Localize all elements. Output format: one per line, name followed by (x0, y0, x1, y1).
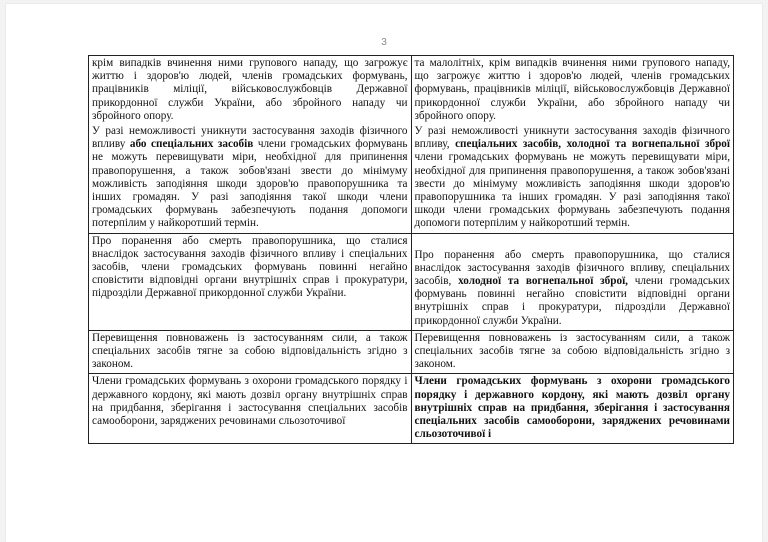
left-cell (89, 56, 412, 234)
left-paragraph-1: крім випадків вчинення ними групового нападу, що загрожує життю і здоров'ю людей, членів громадських формувань, працівників міліції, військовослужбовців Державної прикордонної служби України, або збройного нападу чи збройного опору. (92, 57, 408, 122)
right-p3-text-a: Про поранення або смерть правопорушника, що сталися внаслідок застосування заходів фізичного впливу, спеціальних засобів, (414, 248, 730, 288)
right-cell (411, 233, 734, 330)
left-paragraph-5: Члени громадських формувань з охорони громадського порядку і державного кордону, які мають дозвіл органу внутрішніх справ на придбання, зберігання і застосування спеціальних засобів самооборони, заряджених речовинами сльозоточивої (92, 375, 408, 428)
right-cell (411, 56, 734, 234)
comparison-table (88, 55, 734, 444)
right-p5-bold: Члени громадських формувань з охорони громадського порядку і державного кордону, які мають дозвіл органу внутрішніх справ на придбання, зберігання і застосування спеціальних засобів самооборони, заряджених речовинами сльозоточивої і (414, 375, 730, 441)
left-p2-bold: або спеціальних засобів (129, 138, 254, 151)
right-p2-text-c: члени громадських формувань не можуть перевищувати міри, необхідної для припинення правопорушення, а також зобов'язані звести до мінімуму можливість заподіяння шкоди здоров'ю правопорушника та інших громадян. У разі заподіяння такої шкоди члени громадських формувань забезпечують подання допомоги потерпілим у найкоротший термін. (414, 151, 730, 230)
table-row (89, 233, 734, 330)
right-cell (411, 330, 734, 374)
table-row (89, 330, 734, 374)
right-p3-text-c: члени громадських формувань повинні негайно сповістити відповідні органи внутрішніх справ і прокуратури, підрозділи Державної прикордонної служби України. (414, 275, 730, 327)
left-p2-text-a: У разі неможливості уникнути застосування заходів фізичного впливу (92, 125, 408, 151)
document-page (6, 4, 762, 542)
right-p2-text-a: У разі неможливості уникнути застосування заходів фізичного впливу, (414, 125, 730, 151)
left-p2-text-c: члени громадських формувань не можуть перевищувати міри, необхідної для припинення правопорушення, а також зобов'язані звести до мінімуму можливість заподіяння шкоди здоров'ю правопорушника та інших громадян. У разі заподіяння такої шкоди члени громадських формувань забезпечують подання допомоги потерпілим у найкоротший термін. (92, 138, 408, 230)
table-row (89, 374, 734, 444)
left-paragraph-2 (92, 125, 408, 231)
table-row (89, 56, 734, 234)
left-cell (89, 233, 412, 330)
right-paragraph-5 (415, 375, 731, 441)
left-cell (89, 330, 412, 374)
right-paragraph-1: та малолітніх, крім випадків вчинення ними групового нападу, що загрожує життю і здоров'ю людей, членів громадських формувань, працівників міліції, військовослужбовців Державної прикордонної служби України, або збройного нападу чи збройного опору. (414, 57, 730, 122)
right-p2-bold: спеціальних засобів, холодної та вогнепальної зброї (455, 138, 730, 151)
right-paragraph-4: Перевищення повноважень із застосуванням сили, а також спеціальних засобів тягне за собою відповідальність згідно з законом. (414, 331, 730, 371)
right-paragraph-2 (415, 125, 731, 231)
left-paragraph-3: Про поранення або смерть правопорушника, що сталися внаслідок застосування заходів фізичного впливу і спеціальних засобів, члени громадських формувань повинні негайно сповістити відповідні органи внутрішніх справ і прокуратури, підрозділи Державної прикордонної служби України. (92, 234, 408, 300)
right-p3-bold: холодної та вогнепальної зброї, (458, 275, 628, 288)
left-cell (89, 374, 412, 444)
right-cell (411, 374, 734, 444)
right-paragraph-3 (415, 249, 731, 328)
left-paragraph-4: Перевищення повноважень із застосуванням сили, а також спеціальних засобів тягне за собою відповідальність згідно з законом. (92, 331, 408, 371)
page-number: 3 (381, 37, 387, 48)
